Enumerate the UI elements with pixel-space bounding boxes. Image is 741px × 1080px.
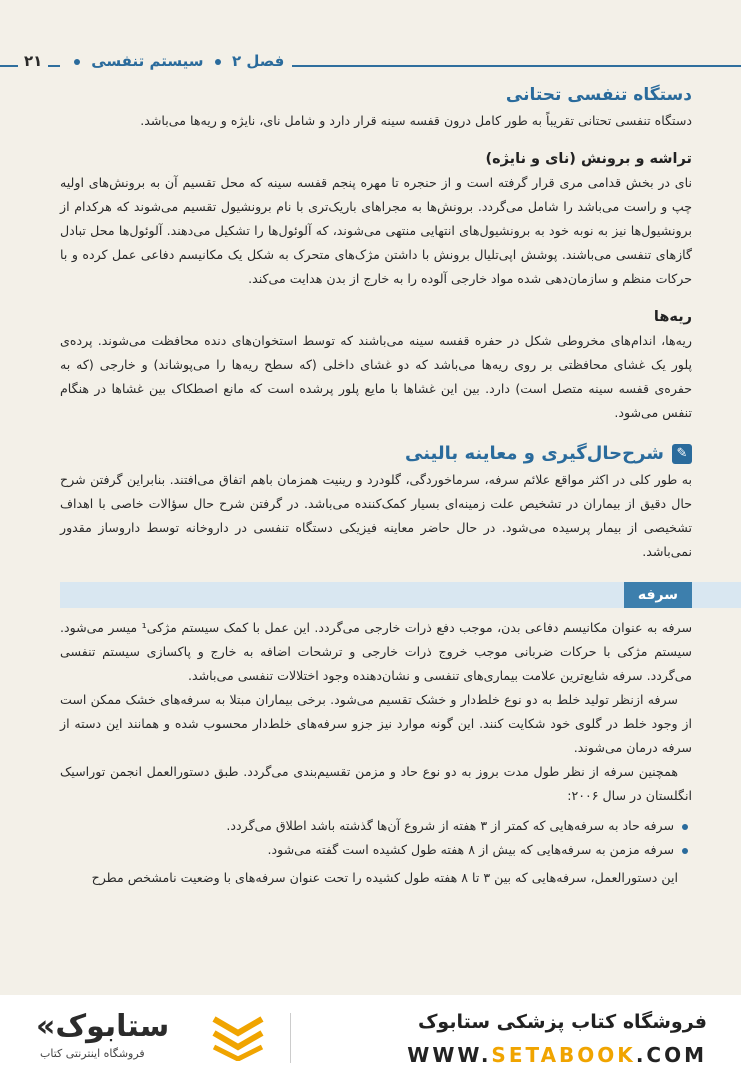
list-item: سرفه حاد به سرفه‌هایی که کمتر از ۳ هفته از شروع آن‌ها گذشته باشد اطلاق می‌گردد. [60,814,674,838]
page-header [0,52,741,78]
cough-paragraph-4: این دستورالعمل، سرفه‌هایی که بین ۳ تا ۸ هفته طول کشیده را تحت عنوان سرفه‌های با وضعیت نامشخص مطرح [91,870,678,885]
logo-text: ستابوک [55,1009,170,1044]
trachea-heading: تراشه و برونش (نای و نایژه) [485,151,692,167]
clinical-heading [60,443,692,464]
chapter-label: فصل ۲ [231,52,285,70]
clinical-text: به طور کلی در اکثر مواقع علائم سرفه، سرماخوردگی، گلودرد و رینیت همزمان باهم اتفاق می‌افتند. بنابراین گرفتن شرح حال دقیق از بیماران در تشخیص علت زمینه‌ای بسیار کمک‌کننده می‌باشد. در گرفتن شرح حال سؤالات خاصی با اهداف تشخیصی از بیمار پرسیده می‌شود. در حال حاضر معاینه فیزیکی دستگاه تنفسی در داروخانه توسط داروساز مقدور نمی‌باشد. [60,472,692,559]
section-intro: دستگاه تنفسی تحتانی تقریباً به طور کامل درون قفسه سینه قرار دارد و شامل نای، نایژه و ریه‌ها می‌باشد. [140,113,692,128]
shop-url[interactable] [407,1043,707,1067]
cough-paragraph-1: سرفه به عنوان مکانیسم دفاعی بدن، موجب دفع ذرات خارجی می‌گردد. این عمل با کمک سیستم مژکی¹ میسر می‌شود. سیستم مژکی با حرکات ضربانی موجب خروج ذرات خارجی و ترشحات اضافه به خارج و پاکسازی سیستم تنفسی می‌گردد. سرفه شایع‌ترین علامت بیماری‌های تنفسی و نشان‌دهنده وجود اختلالات تنفسی می‌باشد. [60,620,692,683]
clinical-title: شرح‌حال‌گیری و معاینه بالینی [405,443,664,464]
shop-name: فروشگاه کتاب پزشکی ستابوک [417,1011,707,1033]
bullet-dot-icon [74,59,80,65]
url-suffix: .COM [635,1043,707,1067]
page-content [60,85,692,890]
logo-wordmark [36,1009,169,1044]
bullet-dot-icon [215,59,221,65]
cough-bullets [60,814,692,862]
chapter-heading [60,52,292,70]
chevron-logo-icon: « [36,1009,56,1044]
cough-paragraph-2: سرفه ازنظر تولید خلط به دو نوع خلط‌دار و خشک تقسیم می‌شود. برخی بیماران مبتلا به سرفه‌های خشک ممکن است از وجود خلط در گلوی خود شکایت کنند. این گونه موارد نیز جزو سرفه‌های خلط‌دار محسوب شده و همانند این دسته از سرفه درمان می‌شوند. [60,692,692,755]
url-brand: SETABOOK [491,1043,636,1067]
cough-paragraph-3: همچنین سرفه از نظر طول مدت بروز به دو نوع حاد و مزمن تقسیم‌بندی می‌گردد. طبق دستورالعمل انجمن توراسیک انگلستان در سال ۲۰۰۶: [60,764,692,803]
pencil-note-icon: ✎ [672,444,692,464]
trachea-text: نای در بخش قدامی مری قرار گرفته است و از حنجره تا مهره پنجم قفسه سینه که محل تقسیم آن به برونش‌های اولیه چپ و راست می‌باشد را شامل می‌گردد. برونش‌ها به مجراهای باریک‌تری با نام برونشیول تقسیم می‌شوند که هرکدام از برونشیول‌ها نیز به نوبه خود به برونشیول‌های انتهایی منتهی می‌شوند، که آلوئول‌ها را تشکیل می‌دهند. آلوئول‌ها محل تبادل گازهای تنفسی می‌باشند. پوشش اپی‌تلیال برونش با داشتن مژک‌های متحرک به شکل یک مکانیسم دفاعی عمل کرده و با حرکات منظم و سازمان‌دهی شده مواد خارجی آلوده را به خارج از بدن هدایت می‌کند. [60,175,692,286]
section-title: دستگاه تنفسی تحتانی [505,85,692,105]
chapter-title: سیستم تنفسی [91,52,204,70]
book-chevron-icon [208,1011,268,1061]
store-logo [36,1009,206,1067]
lungs-heading: ریه‌ها [653,309,692,325]
store-footer [0,995,741,1080]
cough-label: سرفه [624,582,692,608]
lungs-text: ریه‌ها، اندام‌های مخروطی شکل در حفره قفسه سینه می‌باشند که توسط استخوان‌های دنده محافظت می‌شوند. پرده‌ی پلور یک غشای محافظتی بر روی ریه‌ها می‌باشد که دو غشای داخلی (که سطح ریه‌ها را می‌پوشاند) و خارجی (که به حفره‌ی قفسه سینه متصل است) دارد. بین این غشاها با مایع پلور پرشده است که مانع اصطکاک بین غشاها در هنگام تنفس می‌شود. [60,333,692,420]
logo-subtitle: فروشگاه اینترنتی کتاب [40,1047,145,1060]
page-number: ۲۱ [18,52,48,70]
cough-band [60,582,741,608]
footer-divider [290,1013,291,1063]
url-prefix: WWW. [407,1043,492,1067]
list-item: سرفه مزمن به سرفه‌هایی که بیش از ۸ هفته طول کشیده است گفته می‌شود. [60,838,674,862]
